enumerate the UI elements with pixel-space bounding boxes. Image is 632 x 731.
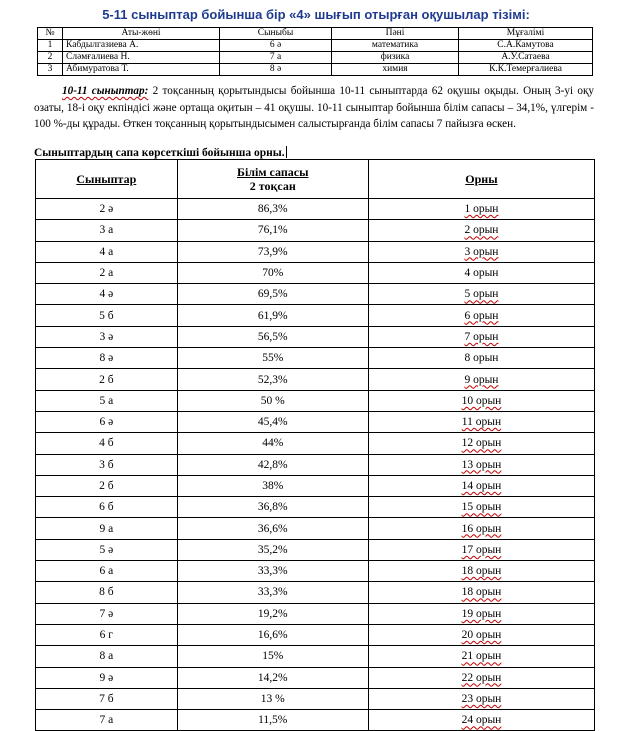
document-title: 5-11 сыныптар бойынша бір «4» шығып отырған оқушылар тізімі:	[102, 7, 530, 22]
table-row	[36, 475, 595, 496]
col-subject-header: Пәні	[332, 28, 459, 40]
table-row	[36, 539, 595, 560]
class-cell	[36, 539, 178, 560]
rank-cell-text: 24 орын	[461, 714, 502, 727]
table-row	[36, 454, 595, 475]
table-row	[36, 624, 595, 645]
paragraph-lead: 10-11 сыныптар:	[62, 85, 149, 97]
rank-cell-text: 6 орын	[464, 309, 499, 322]
quality-cell	[177, 369, 368, 390]
quality-cell-text: 36,8%	[257, 501, 288, 514]
quality-cell-text: 61,9%	[257, 309, 288, 322]
rank-cell	[368, 582, 594, 603]
class-cell-text: 2 б	[99, 480, 114, 492]
class-cell	[36, 284, 178, 305]
quality-cell-text: 50 %	[260, 394, 285, 407]
class-cell	[36, 348, 178, 369]
rank-cell	[368, 475, 594, 496]
col-name-header: Аты-жөні	[63, 28, 220, 40]
rank-cell-text: 19 орын	[461, 607, 502, 620]
quality-cell-text: 76,1%	[257, 224, 288, 237]
class-cell-text: 6 б	[99, 501, 114, 514]
rank-cell	[368, 667, 594, 688]
class-cell-text: 6 г	[99, 629, 113, 642]
rank-cell	[368, 348, 594, 369]
rank-cell	[368, 369, 594, 390]
class-cell-text: 3 б	[99, 458, 114, 471]
table-row	[36, 497, 595, 518]
table-row	[38, 40, 593, 52]
table-row	[36, 262, 595, 283]
class-cell	[36, 561, 178, 582]
class-cell	[36, 624, 178, 645]
quality-cell	[177, 475, 368, 496]
quality-cell-text: 69,5%	[257, 288, 288, 301]
class-cell	[36, 582, 178, 603]
class-cell-text: 4 б	[99, 437, 114, 450]
paragraph-text: 2 тоқсанның қорытындысы бойынша 10-11 сыныптарда 62 оқушы оқыды. Оның 3-уі оқу озаты, 18-і оқу екпіндісі және ортаща оқитын – 41 оқушы. 10-11 сыныптар бойынша білім сапасы – 34,1%, үлгерім - 100 %-ды құрады. Өткен тоқсанның қорытындысымен салыстырғанда білім сапасы 7 пайызға өскен.	[34, 85, 594, 130]
rank-cell	[368, 390, 594, 411]
table-row	[36, 369, 595, 390]
rank-cell	[368, 326, 594, 347]
rank-cell-text: 23 орын	[461, 692, 502, 705]
class-cell	[36, 220, 178, 241]
quality-cell	[177, 539, 368, 560]
table-row	[38, 52, 593, 64]
class-cell	[36, 411, 178, 432]
quality-cell	[177, 199, 368, 220]
row-number: 3	[38, 64, 63, 76]
quality-cell-text: 15%	[262, 650, 284, 663]
table-row	[36, 582, 595, 603]
rank-cell	[368, 305, 594, 326]
table-row	[36, 603, 595, 624]
header-classes-text: Сыныптар	[76, 172, 137, 186]
class-cell	[36, 326, 178, 347]
col-class-header: Сыныбы	[220, 28, 332, 40]
quality-cell-text: 33,3%	[257, 586, 288, 599]
quality-cell-text: 14,2%	[257, 671, 288, 684]
rank-cell-text: 16 орын	[461, 522, 502, 535]
quality-cell-text: 38%	[262, 480, 284, 492]
class-cell-text: 2 а	[99, 267, 114, 280]
header-quality	[177, 160, 368, 199]
table-row	[36, 241, 595, 262]
teacher: С.А.Камутова	[459, 40, 593, 52]
rank-cell-text: 8 орын	[464, 352, 499, 365]
rank-cell-text: 18 орын	[461, 586, 502, 599]
quality-cell-text: 52,3%	[257, 373, 288, 386]
class-cell-text: 7 ә	[99, 607, 114, 620]
quality-cell	[177, 348, 368, 369]
quality-cell	[177, 390, 368, 411]
rank-cell-text: 20 орын	[461, 629, 502, 642]
quality-cell-text: 33,3%	[257, 565, 288, 578]
student-name: Кабдылгазиева А.	[63, 40, 220, 52]
quality-cell	[177, 326, 368, 347]
quality-cell	[177, 454, 368, 475]
quality-cell	[177, 667, 368, 688]
class-cell-text: 5 ә	[99, 543, 114, 556]
table-row	[36, 518, 595, 539]
table-row	[36, 305, 595, 326]
table-row	[36, 348, 595, 369]
table-row	[36, 688, 595, 709]
subject: химия	[332, 64, 459, 76]
class-cell	[36, 646, 178, 667]
rank-cell-text: 9 орын	[464, 373, 499, 386]
table-row	[36, 561, 595, 582]
quality-cell	[177, 262, 368, 283]
class-cell-text: 4 а	[99, 245, 114, 258]
class-cell-text: 2 ә	[99, 203, 114, 216]
class-cell	[36, 390, 178, 411]
quality-cell	[177, 497, 368, 518]
row-number: 1	[38, 40, 63, 52]
rank-cell	[368, 518, 594, 539]
student-class: 6 ә	[220, 40, 332, 52]
header-rank-text: Орны	[465, 172, 498, 186]
quality-cell-text: 11,5%	[258, 714, 288, 727]
rank-cell	[368, 199, 594, 220]
quality-cell-text: 16,6%	[257, 629, 288, 642]
rank-cell-text: 11 орын	[461, 416, 502, 429]
rank-cell-text: 13 орын	[461, 458, 502, 471]
class-cell-text: 5 б	[99, 309, 114, 322]
student-name: Сләмғалиева Н.	[63, 52, 220, 64]
rank-cell	[368, 284, 594, 305]
quality-cell	[177, 646, 368, 667]
table-row	[36, 710, 595, 731]
teacher: А.У.Сатаева	[459, 52, 593, 64]
quality-cell	[177, 220, 368, 241]
row-number: 2	[38, 52, 63, 64]
class-cell	[36, 475, 178, 496]
rank-cell	[368, 561, 594, 582]
quality-cell	[177, 284, 368, 305]
quality-cell-text: 35,2%	[257, 543, 288, 556]
rank-cell	[368, 603, 594, 624]
rank-cell	[368, 411, 594, 432]
quality-cell	[177, 241, 368, 262]
class-cell	[36, 433, 178, 454]
table-row	[36, 411, 595, 432]
class-cell	[36, 241, 178, 262]
class-cell-text: 8 б	[99, 586, 114, 599]
teacher: К.К.Темерғалиева	[459, 64, 593, 76]
ranking-subheading-text: Сыныптардың сапа көрсеткіші бойынша орны.	[34, 147, 285, 159]
quality-cell	[177, 433, 368, 454]
header-quality-line1: Білім сапасы	[237, 165, 309, 179]
quality-cell	[177, 582, 368, 603]
class-cell-text: 7 а	[99, 714, 114, 727]
class-cell-text: 3 ә	[99, 330, 114, 343]
quality-cell	[177, 624, 368, 645]
subject: физика	[332, 52, 459, 64]
rank-cell	[368, 241, 594, 262]
quality-cell-text: 86,3%	[257, 203, 288, 216]
quality-cell	[177, 561, 368, 582]
quality-cell-text: 56,5%	[257, 330, 288, 343]
rank-cell-text: 1 орын	[464, 203, 499, 216]
class-cell-text: 5 а	[99, 394, 114, 407]
class-cell	[36, 667, 178, 688]
col-number-header: №	[38, 28, 63, 40]
rank-cell-text: 22 орын	[461, 671, 502, 684]
class-cell	[36, 688, 178, 709]
header-quality-line2: 2 тоқсан	[249, 179, 296, 193]
quality-cell-text: 19,2%	[257, 607, 288, 620]
rank-cell	[368, 262, 594, 283]
rank-cell-text: 21 орын	[461, 650, 502, 663]
student-class: 8 ә	[220, 64, 332, 76]
quality-cell-text: 55%	[262, 352, 284, 365]
quality-cell	[177, 411, 368, 432]
ranking-subheading	[34, 146, 287, 159]
table-row	[36, 326, 595, 347]
class-cell	[36, 603, 178, 624]
rank-cell	[368, 220, 594, 241]
rank-cell	[368, 646, 594, 667]
quality-cell-text: 70%	[262, 267, 284, 280]
header-rank	[368, 160, 594, 199]
table-row	[36, 433, 595, 454]
text-cursor	[286, 146, 287, 158]
class-cell-text: 7 б	[99, 692, 114, 705]
table-row	[38, 64, 593, 76]
rank-cell-text: 12 орын	[461, 437, 502, 450]
class-cell	[36, 710, 178, 731]
table-row	[36, 284, 595, 305]
summary-paragraph	[34, 83, 594, 133]
table-row	[36, 220, 595, 241]
table-row	[36, 199, 595, 220]
class-cell	[36, 199, 178, 220]
rank-cell-text: 18 орын	[461, 565, 502, 578]
quality-cell	[177, 688, 368, 709]
class-cell	[36, 518, 178, 539]
student-class: 7 а	[220, 52, 332, 64]
rank-cell	[368, 433, 594, 454]
class-cell	[36, 369, 178, 390]
quality-cell	[177, 305, 368, 326]
subject: математика	[332, 40, 459, 52]
rank-cell-text: 2 орын	[464, 224, 499, 237]
rank-cell-text: 7 орын	[464, 330, 499, 343]
class-cell-text: 9 ә	[99, 671, 114, 684]
rank-cell-text: 15 орын	[461, 501, 502, 514]
rank-cell-text: 3 орын	[464, 245, 499, 258]
table-row	[36, 646, 595, 667]
rank-cell-text: 10 орын	[461, 394, 502, 407]
ranking-table	[35, 159, 595, 731]
class-cell-text: 8 а	[99, 650, 114, 663]
col-teacher-header: Мұғалімі	[459, 28, 593, 40]
class-cell-text: 6 ә	[99, 416, 114, 429]
rank-cell-text: 5 орын	[464, 288, 499, 301]
quality-cell-text: 45,4%	[257, 416, 288, 429]
header-classes	[36, 160, 178, 199]
rank-cell	[368, 688, 594, 709]
rank-cell-text: 14 орын	[461, 480, 502, 492]
class-cell-text: 2 б	[99, 373, 114, 386]
class-cell-text: 4 ә	[99, 288, 114, 301]
top-students-table	[37, 27, 593, 76]
quality-cell-text: 42,8%	[257, 458, 288, 471]
quality-cell-text: 36,6%	[257, 522, 288, 535]
rank-cell-text: 17 орын	[461, 543, 502, 556]
table-row	[36, 390, 595, 411]
student-name: Абимуратова Т.	[63, 64, 220, 76]
quality-cell	[177, 603, 368, 624]
rank-cell-text: 4 орын	[464, 267, 499, 280]
class-cell-text: 3 а	[99, 224, 114, 237]
class-cell	[36, 454, 178, 475]
rank-cell	[368, 454, 594, 475]
rank-cell	[368, 539, 594, 560]
rank-cell	[368, 710, 594, 731]
quality-cell	[177, 518, 368, 539]
rank-cell	[368, 624, 594, 645]
quality-cell	[177, 710, 368, 731]
class-cell-text: 6 а	[99, 565, 114, 578]
class-cell	[36, 305, 178, 326]
quality-cell-text: 13 %	[260, 692, 285, 705]
quality-cell-text: 73,9%	[257, 245, 288, 258]
ranking-header-row	[36, 160, 595, 199]
class-cell	[36, 262, 178, 283]
rank-cell	[368, 497, 594, 518]
table-row	[36, 667, 595, 688]
class-cell-text: 8 ә	[99, 352, 114, 365]
class-cell	[36, 497, 178, 518]
top-table-header-row	[38, 28, 593, 40]
class-cell-text: 9 а	[99, 522, 114, 535]
quality-cell-text: 44%	[262, 437, 284, 450]
